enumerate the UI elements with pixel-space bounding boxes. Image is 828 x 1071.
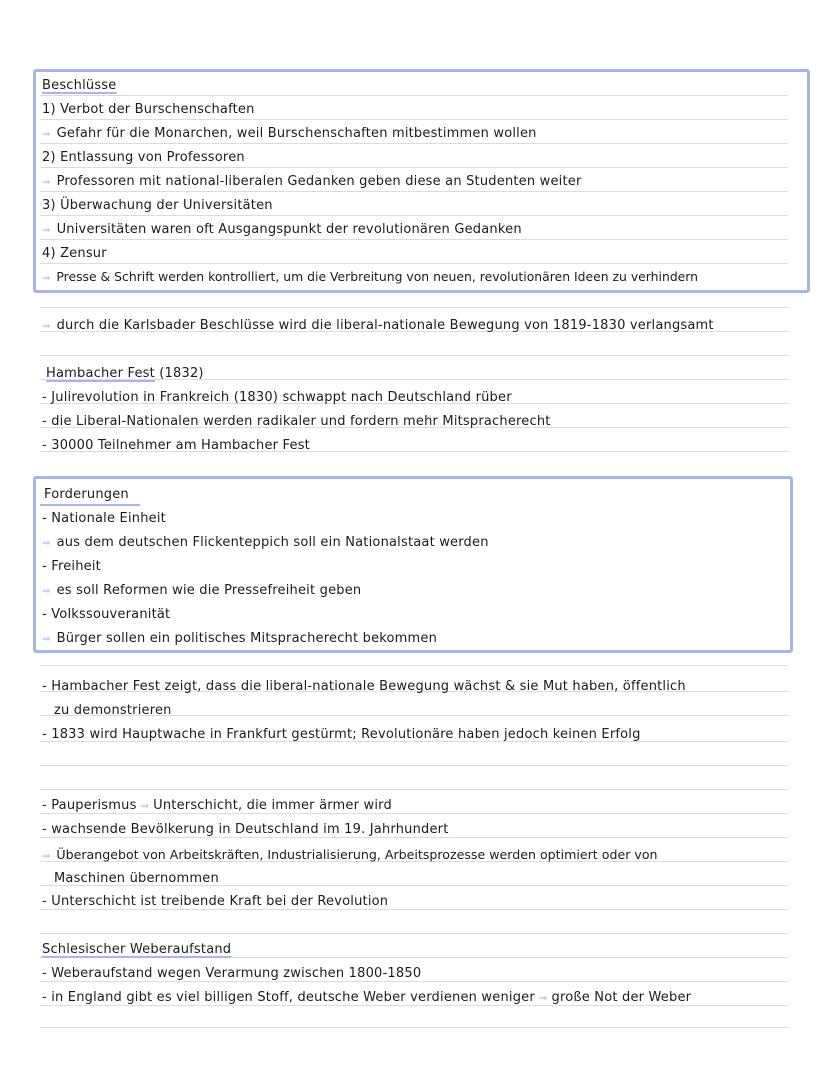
- beschluesse-item-3: 3) Überwachung der Universitäten: [42, 198, 273, 213]
- pauperismus-row: [42, 797, 392, 816]
- weber-heading: Schlesischer Weberaufstand: [42, 942, 232, 957]
- pauperismus-note: [42, 846, 658, 866]
- weber-item-2-result: große Not der Weber: [551, 990, 692, 1005]
- note-text: Universitäten waren oft Ausgangspunkt der revolutionären Gedanken: [56, 222, 522, 237]
- arrow-icon: ⇒: [538, 993, 548, 1004]
- forderungen-note-1: [42, 534, 489, 553]
- beschluesse-note-3: [42, 221, 522, 240]
- arrow-icon: ⇒: [140, 801, 150, 812]
- hambach-heading: Hambacher Fest: [46, 366, 155, 381]
- note-text: Gefahr für die Monarchen, weil Burschenschaften mitbestimmen wollen: [56, 126, 537, 141]
- forderungen-item-2: - Freiheit: [42, 559, 101, 574]
- hambach-result-1: - Hambacher Fest zeigt, dass die liberal-nationale Bewegung wächst & sie Mut haben, öffentlich: [42, 679, 686, 694]
- hambach-item-1: - Julirevolution in Frankreich (1830) schwappt nach Deutschland rüber: [42, 390, 512, 405]
- beschluesse-item-1: 1) Verbot der Burschenschaften: [42, 102, 255, 117]
- note-text: Bürger sollen ein politisches Mitspracherecht bekommen: [56, 631, 438, 646]
- note-text: Presse & Schrift werden kontrolliert, um die Verbreitung von neuen, revolutionären Ideen zu verhindern: [56, 269, 699, 284]
- beschluesse-item-2: 2) Entlassung von Professoren: [42, 150, 245, 165]
- beschluesse-note-2: [42, 173, 582, 192]
- hambach-result-1-cont: zu demonstrieren: [54, 703, 172, 718]
- beschluesse-note-4: [42, 268, 698, 288]
- arrow-icon: ⇒: [42, 586, 51, 597]
- forderungen-box: [33, 476, 793, 653]
- ruled-line: [40, 665, 788, 666]
- hambach-heading-row: [46, 365, 204, 383]
- beschluesse-item-4: 4) Zensur: [42, 246, 107, 261]
- ruled-line: [40, 789, 788, 790]
- hambach-item-3: - 30000 Teilnehmer am Hambacher Fest: [42, 438, 310, 453]
- hambach-year: (1832): [159, 366, 204, 381]
- forderungen-note-2: [42, 582, 361, 601]
- pauperismus-definition: Unterschicht, die immer ärmer wird: [153, 798, 392, 813]
- hambach-item-2: - die Liberal-Nationalen werden radikaler und fordern mehr Mitspracherecht: [42, 414, 551, 429]
- weber-item-2-text: - in England gibt es viel billigen Stoff, deutsche Weber verdienen weniger: [42, 990, 535, 1005]
- forderungen-heading: Forderungen: [44, 487, 129, 502]
- arrow-icon: ⇒: [42, 538, 51, 549]
- arrow-icon: ⇒: [42, 225, 51, 236]
- arrow-icon: ⇒: [42, 129, 51, 140]
- arrow-icon: ⇒: [42, 273, 51, 284]
- note-text: durch die Karlsbader Beschlüsse wird die liberal-nationale Bewegung von 1819-1830 verlangsamt: [56, 318, 714, 333]
- arrow-icon: ⇒: [42, 177, 51, 188]
- ruled-line: [40, 765, 788, 766]
- note-text: Professoren mit national-liberalen Gedanken geben diese an Studenten weiter: [56, 174, 582, 189]
- beschluesse-note-1: [42, 125, 537, 144]
- forderungen-item-1: - Nationale Einheit: [42, 511, 166, 526]
- hambach-result-2: - 1833 wird Hauptwache in Frankfurt gestürmt; Revolutionäre haben jedoch keinen Erfolg: [42, 727, 641, 742]
- note-text: Überangebot von Arbeitskräften, Industrialisierung, Arbeitsprozesse werden optimiert oder von: [56, 847, 658, 862]
- weber-item-2: [42, 989, 691, 1008]
- pauperismus-item-2: - wachsende Bevölkerung in Deutschland im 19. Jahrhundert: [42, 822, 449, 837]
- ruled-line: [40, 307, 788, 308]
- arrow-icon: ⇒: [42, 851, 51, 862]
- pauperismus-term: - Pauperismus: [42, 798, 137, 813]
- beschluesse-heading: Beschlüsse: [42, 78, 117, 93]
- ruled-line: [40, 933, 788, 934]
- arrow-icon: ⇒: [42, 634, 51, 645]
- heading-underline: [40, 504, 140, 506]
- forderungen-note-3: [42, 630, 437, 649]
- ruled-line: [40, 355, 788, 356]
- pauperismus-note-cont: Maschinen übernommen: [54, 871, 219, 886]
- note-text: aus dem deutschen Flickenteppich soll ein Nationalstaat werden: [56, 535, 489, 550]
- ruled-line: [40, 1027, 788, 1028]
- arrow-icon: ⇒: [42, 321, 51, 332]
- note-text: es soll Reformen wie die Pressefreiheit geben: [56, 583, 362, 598]
- karlsbad-note: [42, 317, 714, 336]
- forderungen-item-3: - Volkssouveranität: [42, 607, 171, 622]
- pauperismus-item-3: - Unterschicht ist treibende Kraft bei der Revolution: [42, 894, 389, 909]
- weber-item-1: - Weberaufstand wegen Verarmung zwischen 1800-1850: [42, 966, 422, 981]
